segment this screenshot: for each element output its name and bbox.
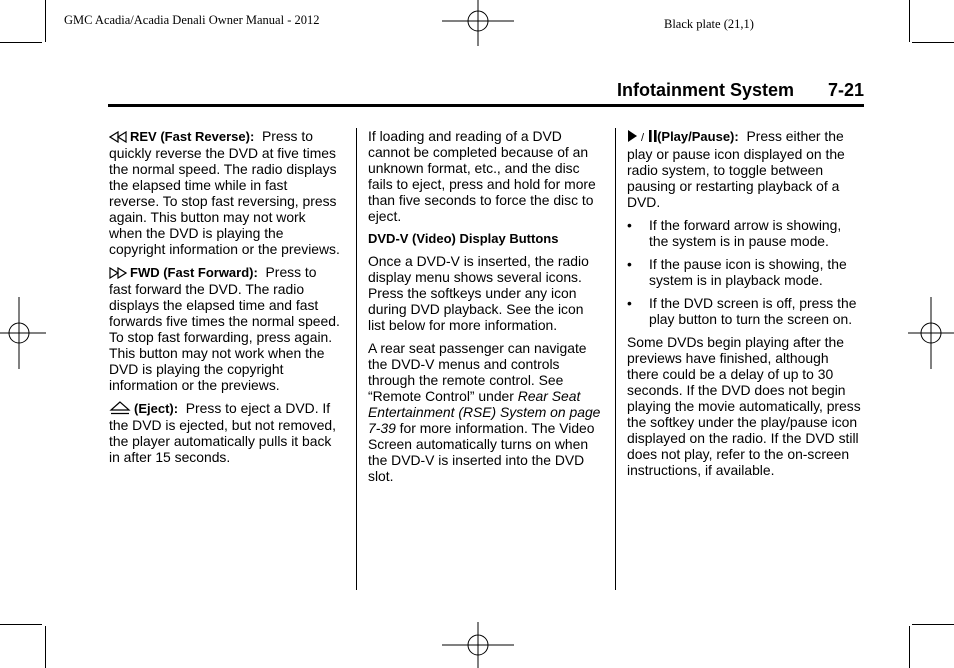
rev-text: Press to quickly reverse the DVD at five times the normal speed. The radio displays the elapsed time while in fast reverse. To stop fast reversing, press again. This button may not work when the DVD is playing the copyright information or the previews. [109, 128, 340, 257]
fwd-text: Press to fast forward the DVD. The radio displays the elapsed time and fast forwards five times the normal speed. To stop fast forwarding, press again. This button may not work when the DVD is playing the copyright information or the previews. [109, 264, 340, 393]
column-3 [627, 128, 863, 485]
list-item: • If the DVD screen is off, press the play button to turn the screen on. [627, 295, 857, 327]
list-item: • If the pause icon is showing, the system is in playback mode. [627, 256, 847, 288]
rev-label: REV (Fast Reverse): [130, 129, 255, 144]
play-pause-paragraph [627, 128, 863, 210]
delayed-playback-paragraph: Some DVDs begin playing after the previews have finished, although there could be a delay of up to 30 seconds. If the DVD does not begin playing the movie automatically, press the softkey under the play/pause icon displayed on the radio. If the DVD still does not play, refer to the on-screen instructions, if available. [627, 334, 861, 478]
play-pause-text: Press either the play or pause icon displayed on the radio system, to toggle between pausing or restarting playback of a DVD. [627, 128, 845, 210]
rewind-icon [109, 131, 127, 143]
registration-mark-top [442, 0, 514, 46]
dvd-display-buttons-heading: DVD-V (Video) Display Buttons [368, 231, 559, 246]
list-item: • If the forward arrow is showing, the system is in pause mode. [627, 217, 842, 249]
fast-forward-icon [109, 267, 127, 279]
play-pause-label: (Play/Pause): [657, 129, 739, 144]
eject-failure-paragraph: If loading and reading of a DVD cannot be completed because of an unknown format, etc., and the disc fails to eject, press and hold for more than five seconds to force the disc to eject. [368, 128, 596, 224]
column-divider-2 [615, 128, 616, 590]
crop-mark-bottom-left-h [0, 624, 42, 625]
eject-paragraph [109, 400, 341, 465]
eject-label: (Eject): [134, 401, 179, 416]
column-1 [109, 128, 341, 472]
crop-mark-bottom-left-v [45, 626, 46, 668]
crop-mark-top-left-h [0, 42, 42, 43]
column-divider-1 [356, 128, 357, 590]
rse-cross-reference: Rear Seat Entertainment (RSE) System on page 7-39 [368, 388, 601, 436]
rev-paragraph [109, 128, 341, 257]
fwd-paragraph [109, 264, 341, 393]
page-number: 7-21 [827, 80, 864, 100]
page-header [108, 80, 864, 107]
crop-mark-bottom-right-h [912, 624, 954, 625]
registration-mark-bottom [442, 622, 514, 668]
registration-mark-left [0, 297, 46, 369]
crop-mark-top-right-v [909, 0, 910, 42]
print-meta-manual-title: GMC Acadia/Acadia Denali Owner Manual - 2012 [64, 13, 320, 27]
column-2 [368, 128, 604, 491]
eject-text: Press to eject a DVD. If the DVD is ejected, but not removed, the player automatically pulls it back in after 15 seconds. [109, 400, 336, 465]
fwd-label: FWD (Fast Forward): [130, 265, 258, 280]
remote-control-paragraph: A rear seat passenger can navigate the DVD-V menus and controls through the remote control. See “Remote Control” under Rear Seat Entertainment (RSE) System on page 7-39 for more information. The Video Screen automatically turns on when the DVD-V is inserted into the DVD slot. [368, 340, 601, 484]
crop-mark-top-left-v [45, 0, 46, 42]
play-pause-separator: / [641, 132, 645, 144]
play-pause-bullets [627, 217, 863, 327]
print-meta-plate: Black plate (21,1) [664, 17, 754, 31]
eject-icon [109, 401, 131, 415]
registration-mark-right [908, 297, 954, 369]
crop-mark-bottom-right-v [909, 626, 910, 668]
crop-mark-top-right-h [912, 42, 954, 43]
section-title: Infotainment System [616, 80, 794, 100]
display-icons-paragraph: Once a DVD-V is inserted, the radio display menu shows several icons. Press the softkeys under any icon during DVD playback. See the icon list below for more information. [368, 253, 589, 333]
